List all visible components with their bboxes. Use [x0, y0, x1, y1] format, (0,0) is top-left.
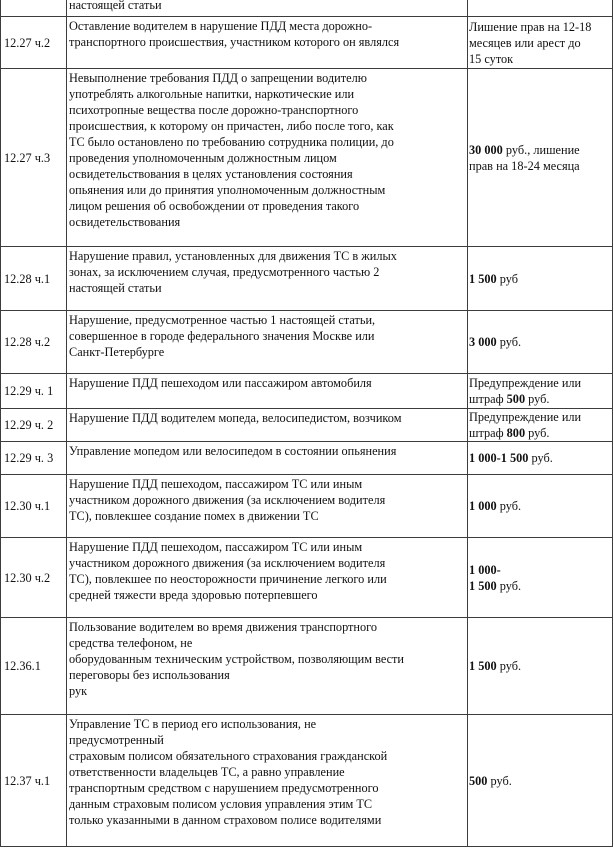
- violation-description: [67, 311, 468, 374]
- description-line: транспортным средством с нарушением предусмотренного: [69, 781, 379, 795]
- description-line: лицом решения об освобождении от проведения такого: [69, 199, 360, 213]
- table-row: [1, 69, 613, 247]
- description-line: Санкт-Петербурге: [69, 345, 165, 359]
- penalty: [468, 409, 613, 442]
- penalty-line: [469, 425, 610, 441]
- description-line: совершенное в городе федерального значения Москве или: [69, 329, 375, 343]
- violation-description: [67, 69, 468, 247]
- article-number: 12.27 ч.3: [1, 69, 67, 247]
- article-number: 12.30 ч.1: [1, 475, 67, 538]
- penalty-amount: 1 000: [469, 499, 497, 513]
- penalty-line: [469, 51, 610, 67]
- penalty: [468, 0, 613, 17]
- penalty-amount: 30 000: [469, 142, 503, 157]
- penalty-text: руб.: [496, 335, 522, 349]
- penalty: [468, 247, 613, 311]
- article-number: 12.36.1: [1, 618, 67, 715]
- penalty: [468, 69, 613, 247]
- penalty-line: [469, 658, 610, 674]
- penalty-text: месяцев или арест до: [469, 35, 581, 50]
- penalty-text: Предупреждение или: [469, 376, 582, 390]
- article-number: 12.28 ч.2: [1, 311, 67, 374]
- description-line: происшествия, к которому он причастен, либо после того, как: [69, 119, 394, 133]
- description-line: ТС было остановлено по требованию сотрудника полиции, до: [69, 135, 394, 149]
- penalty-amount: 3 000: [469, 335, 497, 349]
- penalty: [468, 17, 613, 69]
- description-line: Нарушение ПДД пешеходом, пассажиром ТС или иным: [69, 477, 363, 491]
- description-line: Невыполнение требования ПДД о запрещении водителю: [69, 71, 367, 85]
- table-row: [1, 0, 613, 17]
- description-line: употреблять алкогольные напитки, наркотические или: [69, 87, 355, 101]
- penalty-amount: 1 000-1 500: [469, 451, 529, 465]
- description-line: освидетельствования: [69, 215, 181, 229]
- penalty: [468, 475, 613, 538]
- table-row: [1, 17, 613, 69]
- article-number: [1, 0, 67, 17]
- penalty-line: [469, 19, 610, 35]
- penalty: [468, 311, 613, 374]
- penalty: [468, 442, 613, 475]
- violation-description: [67, 247, 468, 311]
- penalty-line: [469, 409, 610, 425]
- description-line: средней тяжести вреда здоровью потерпевшего: [69, 588, 318, 602]
- penalty-amount: 1 500: [469, 271, 497, 286]
- article-number: 12.27 ч.2: [1, 17, 67, 69]
- table-row: [1, 247, 613, 311]
- penalty-text: руб.: [496, 499, 522, 513]
- table-row: [1, 475, 613, 538]
- description-line: рук: [69, 684, 88, 698]
- penalty-text: руб.: [525, 426, 550, 440]
- description-line: освидетельствования в целях установления состояния: [69, 167, 353, 181]
- penalty-amount: 500: [506, 392, 526, 406]
- table-row: [1, 409, 613, 442]
- description-line: оборудованным техническим устройством, позволяющим вести: [69, 652, 404, 666]
- violation-description: [67, 409, 468, 442]
- description-line: предусмотренный: [69, 733, 164, 747]
- description-line: Нарушение ПДД водителем мопеда, велосипедистом, возчиком: [69, 411, 402, 425]
- description-line: Нарушение ПДД пешеходом, пассажиром ТС или иным: [69, 540, 363, 554]
- violation-description: [67, 715, 468, 847]
- penalty-line: [469, 450, 610, 466]
- article-number: 12.29 ч. 1: [1, 374, 67, 409]
- description-line: проведения уполномоченным должностным лицом: [69, 151, 337, 165]
- violation-description: [67, 618, 468, 715]
- penalty-line: [469, 35, 610, 51]
- penalty-text: руб.: [528, 451, 553, 465]
- table-row: [1, 618, 613, 715]
- table-row: [1, 311, 613, 374]
- description-line: ТС), повлекшее по неосторожности причинение легкого или: [69, 572, 387, 586]
- violation-description: [67, 442, 468, 475]
- article-number: 12.37 ч.1: [1, 715, 67, 847]
- penalty-text: прав на 18-24 месяца: [469, 158, 580, 173]
- description-line: настоящей статьи: [69, 281, 162, 295]
- penalty-line: [469, 158, 610, 174]
- description-line: Управление ТС в период его использования, не: [69, 717, 317, 731]
- penalty-text: штраф: [469, 392, 507, 406]
- penalty-line: [469, 773, 610, 789]
- penalty-amount: 800: [506, 426, 526, 440]
- table-row: [1, 442, 613, 475]
- table-body: [1, 0, 613, 847]
- penalty-text: руб.: [496, 578, 522, 593]
- description-line: страховым полисом обязательного страхования гражданской: [69, 749, 388, 763]
- penalty-amount: 1 500: [469, 578, 497, 593]
- penalty-line: [469, 142, 610, 158]
- description-line: опьянения или до принятия уполномоченным должностным: [69, 183, 386, 197]
- penalty-amount: 500: [469, 773, 488, 788]
- description-line: Оставление водителем в нарушение ПДД места дорожно-: [69, 19, 373, 33]
- description-line: только указанными в данном страховом полисе водителями: [69, 813, 382, 827]
- penalty-line: [469, 578, 610, 594]
- description-line: Нарушение правил, установленных для движения ТС в жилых: [69, 249, 397, 263]
- description-line: Нарушение, предусмотренное частью 1 настоящей статьи,: [69, 313, 376, 327]
- penalty-amount: 1 500: [469, 659, 497, 673]
- article-number: 12.29 ч. 2: [1, 409, 67, 442]
- table-row: [1, 538, 613, 618]
- description-line: участником дорожного движения (за исключением водителя: [69, 493, 386, 507]
- description-line: данным страховым полисом условия управления этим ТС: [69, 797, 373, 811]
- penalty: [468, 618, 613, 715]
- article-number: 12.30 ч.2: [1, 538, 67, 618]
- description-line: Пользование водителем во время движения транспортного: [69, 620, 378, 634]
- penalty-text: руб., лишение: [502, 142, 580, 157]
- violation-description: [67, 17, 468, 69]
- article-number: 12.29 ч. 3: [1, 442, 67, 475]
- penalty-line: [469, 498, 610, 514]
- penalty-line: [469, 562, 610, 578]
- penalty-text: руб.: [525, 392, 550, 406]
- penalty-text: руб.: [496, 659, 522, 673]
- description-line: психотропные вещества после дорожно-транспортного: [69, 103, 359, 117]
- violation-description: [67, 538, 468, 618]
- penalty-text: Предупреждение или: [469, 410, 582, 424]
- penalty-line: [469, 334, 610, 350]
- article-number: 12.28 ч.1: [1, 247, 67, 311]
- description-line: транспортного происшествия, участником которого он являлся: [69, 35, 400, 49]
- penalty-text: руб.: [487, 773, 512, 788]
- description-line: участником дорожного движения (за исключением водителя: [69, 556, 386, 570]
- violation-description: [67, 374, 468, 409]
- table-row: [1, 374, 613, 409]
- penalty-line: [469, 271, 610, 287]
- violation-description: [67, 475, 468, 538]
- penalty-line: [469, 391, 610, 407]
- penalty-text: 15 суток: [469, 51, 514, 66]
- violation-description: [67, 0, 468, 17]
- penalty-amount: 1 000-: [469, 562, 501, 577]
- description-line: средства телефоном, не: [69, 636, 193, 650]
- penalty: [468, 715, 613, 847]
- description-line: ТС), повлекшее создание помех в движении ТС: [69, 509, 319, 523]
- penalty: [468, 538, 613, 618]
- table-row: [1, 715, 613, 847]
- description-line: настоящей статьи: [69, 0, 162, 12]
- description-line: зонах, за исключением случая, предусмотренного частью 2: [69, 265, 380, 279]
- description-line: Нарушение ПДД пешеходом или пассажиром автомобиля: [69, 376, 372, 390]
- description-line: ответственности владельцев ТС, а равно управление: [69, 765, 345, 779]
- penalty-text: Лишение прав на 12-18: [469, 19, 592, 34]
- description-line: переговоры без использования: [69, 668, 230, 682]
- description-line: Управление мопедом или велосипедом в состоянии опьянения: [69, 444, 397, 458]
- penalty: [468, 374, 613, 409]
- penalty-text: штраф: [469, 426, 507, 440]
- penalty-text: руб: [496, 271, 518, 286]
- penalty-line: [469, 375, 610, 391]
